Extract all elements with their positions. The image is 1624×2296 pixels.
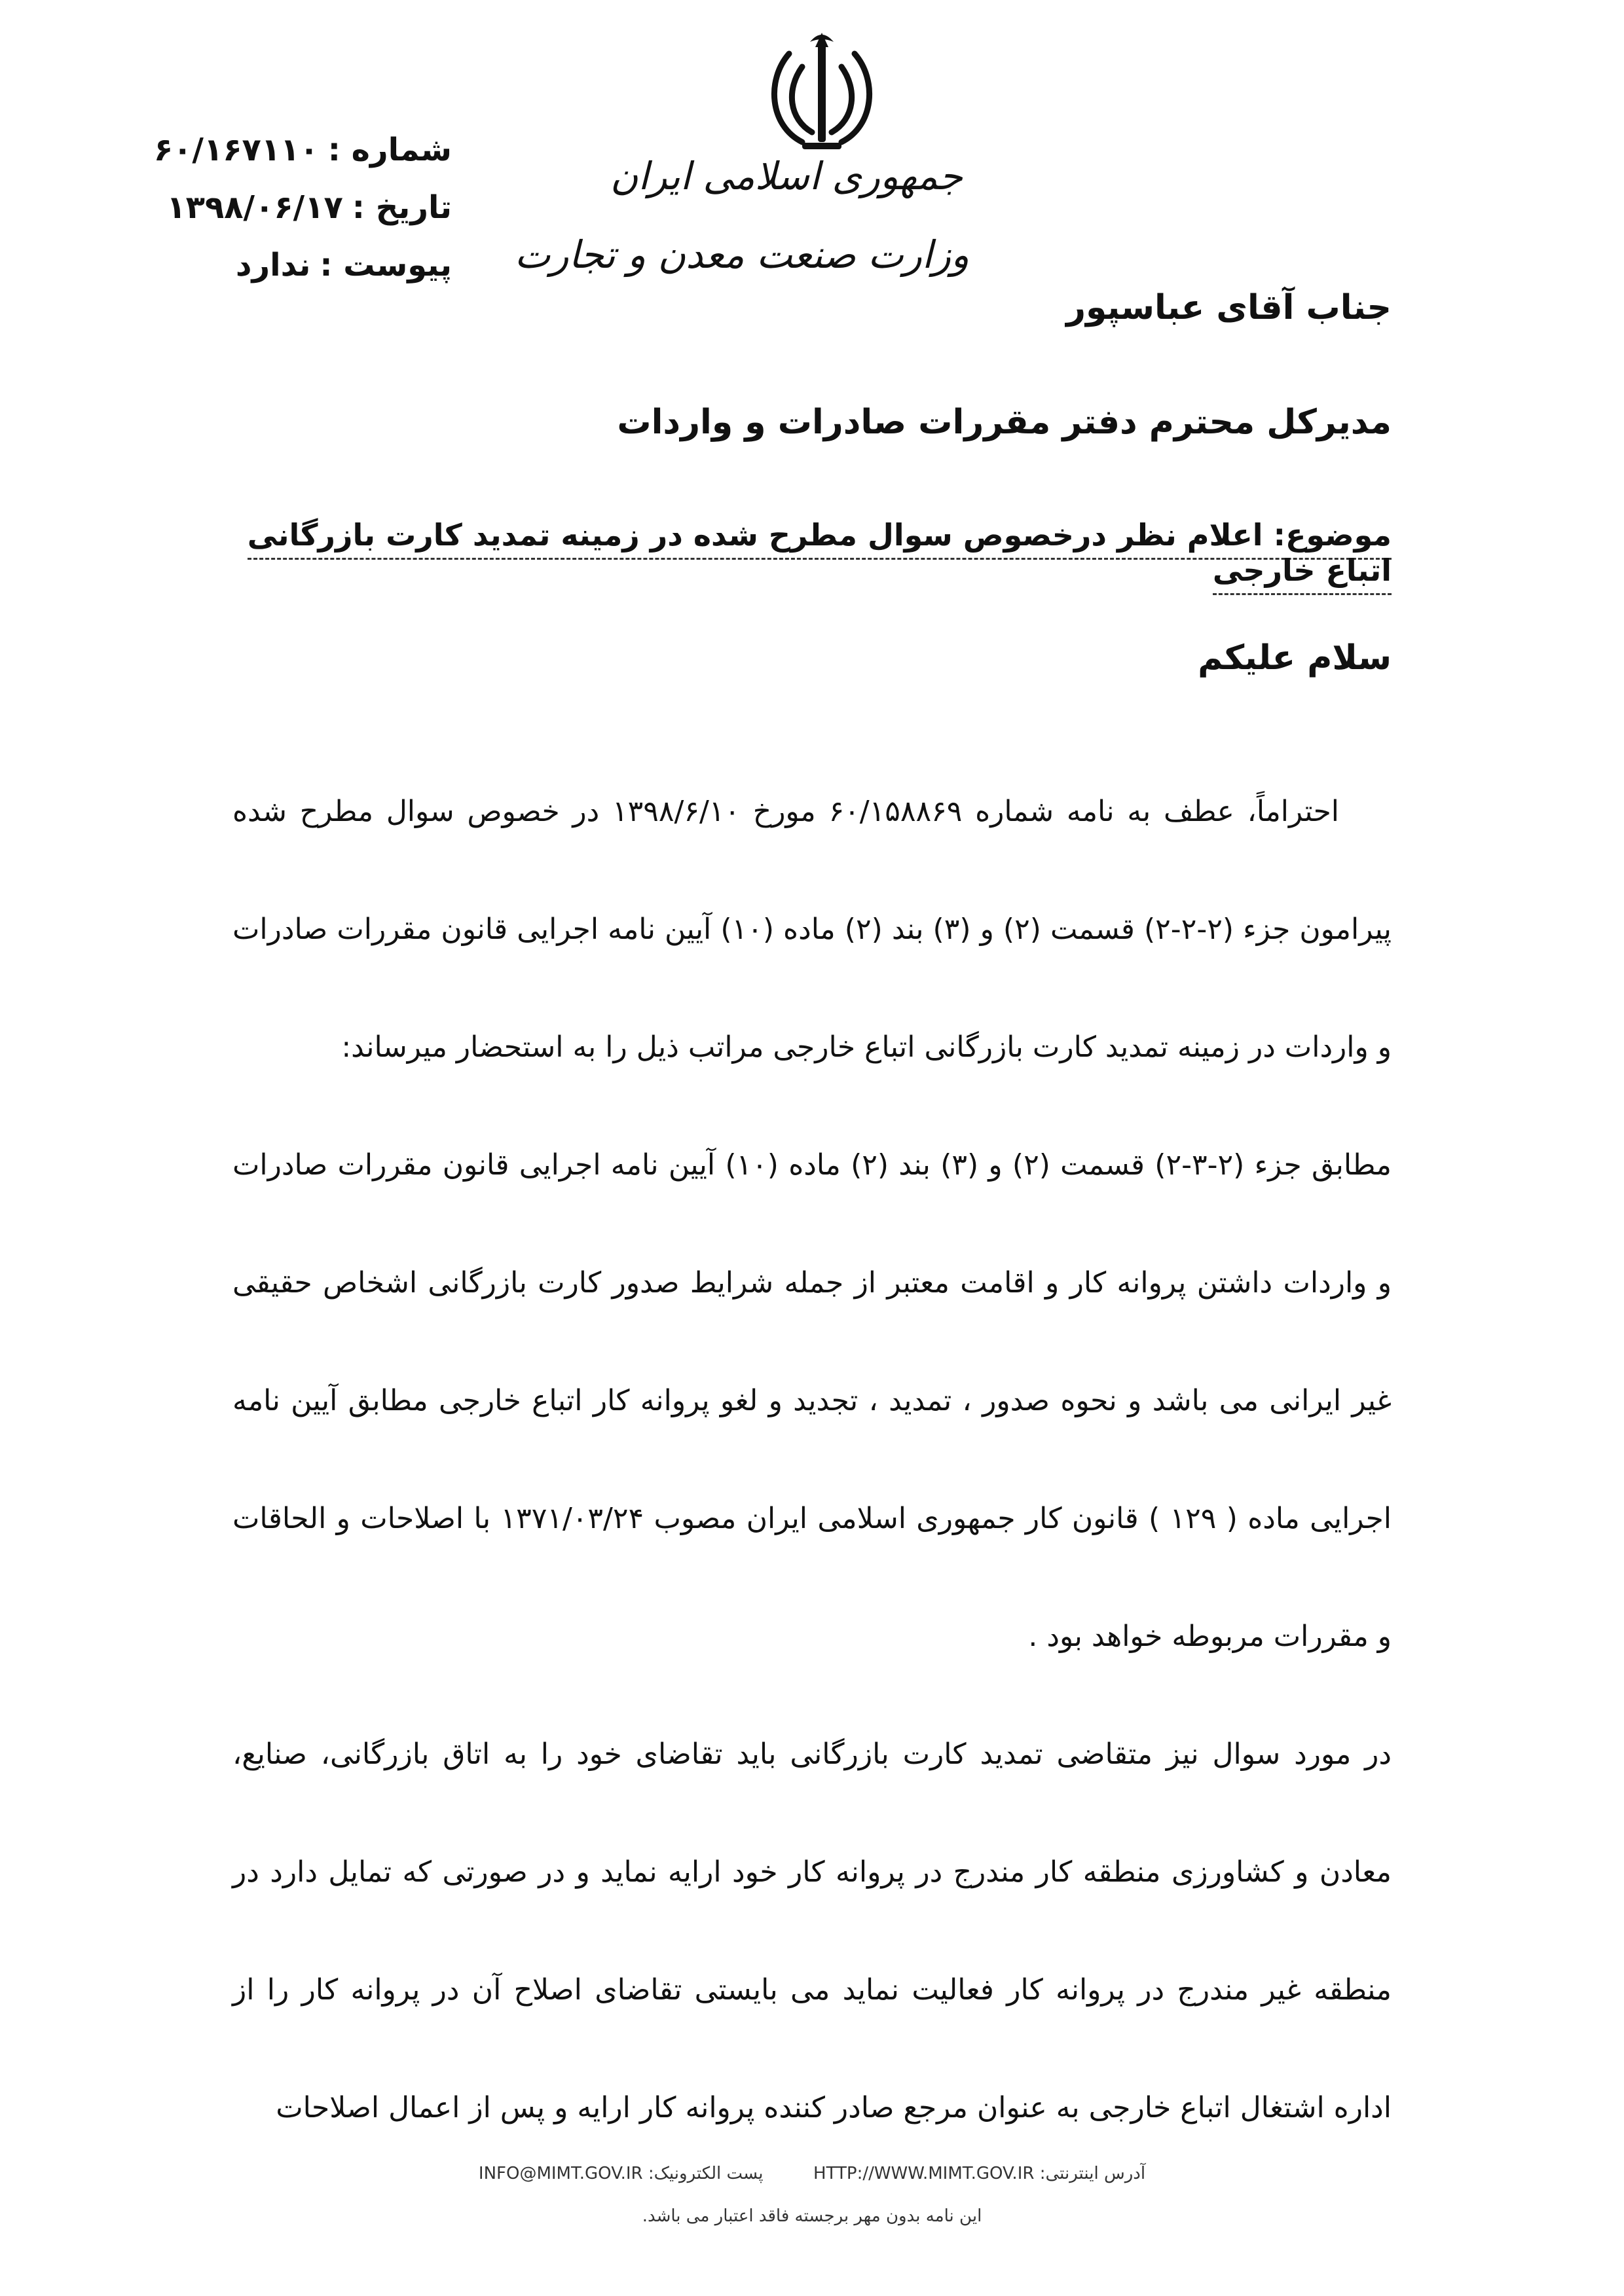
website-link[interactable]: HTTP://WWW.MIMT.GOV.IR xyxy=(813,2164,1035,2183)
subject-text: موضوع: اعلام نظر درخصوص سوال مطرح شده در زمینه تمدید کارت بازرگانی اتباع خارجی xyxy=(248,517,1392,595)
letter-attachment-row xyxy=(151,236,452,294)
letter-meta xyxy=(151,121,452,294)
iran-emblem-icon xyxy=(763,27,881,158)
letter-date-label: تاریخ : xyxy=(352,189,452,226)
letter-body xyxy=(232,753,1392,2167)
greeting: سلام علیکم xyxy=(1198,638,1392,678)
letter-number-label: شماره : xyxy=(327,132,452,168)
letter-number-row xyxy=(151,121,452,179)
letter-attachment-label: پیوست : xyxy=(320,247,452,283)
email-link[interactable]: INFO@MIMT.GOV.IR xyxy=(478,2164,643,2183)
body-paragraph-1: احتراماً، عطف به نامه شماره ۶۰/۱۵۸۸۶۹ مورخ ۱۳۹۸/۶/۱۰ در خصوص سوال مطرح شده پیرامون جزء (۲-۲-۲) قسمت (۲) و (۳) بند (۲) ماده (۱۰) آیین نامه اجرایی قانون مقررات صادرات و واردات در زمینه تمدید کارت بازرگانی اتباع خارجی مراتب ذیل را به استحضار میرساند: xyxy=(232,795,1392,1064)
recipient-title: مدیرکل محترم دفتر مقررات صادرات و واردات xyxy=(617,403,1392,442)
subject-line xyxy=(232,517,1392,588)
addressee: جناب آقای عباسپور xyxy=(1066,288,1392,327)
letter-attachment-value: ندارد xyxy=(235,247,311,283)
letter-date-row xyxy=(151,179,452,236)
letter-number-value: ۶۰/۱۶۷۱۱۰ xyxy=(153,132,319,168)
email-label: پست الکترونیک: xyxy=(648,2164,764,2183)
website-label: آدرس اینترنتی: xyxy=(1039,2164,1146,2183)
body-paragraph-2: مطابق جزء (۲-۳-۲) قسمت (۲) و (۳) بند (۲) ماده (۱۰) آیین نامه اجرایی قانون مقررات صادرات و واردات داشتن پروانه کار و اقامت معتبر از جمله شرایط صدور کارت بازرگانی اشخاص حقیقی غیر ایرانی می باشد و نحوه صدور ، تمدید ، تجدید و لغو پروانه کار اتباع خارجی مطابق آیین نامه اجرایی ماده ( ۱۲۹ ) قانون کار جمهوری اسلامی ایران مصوب ۱۳۷۱/۰۳/۲۴ با اصلاحات و الحاقات و مقررات مربوطه خواهد بود . xyxy=(232,1148,1392,1653)
body-paragraph-3: در مورد سوال نیز متقاضی تمدید کارت بازرگانی باید تقاضای خود را به اتاق بازرگانی، صنایع، معادن و کشاورزی منطقه کار مندرج در پروانه کار خود ارایه نماید و در صورتی که تمایل دارد در منطقه غیر مندرج در پروانه کار فعالیت نماید می بایستی تقاضای اصلاح آن در پروانه کار را از اداره اشتغال اتباع خارجی به عنوان مرجع صادر کننده پروانه کار ارایه و پس از اعمال اصلاحات xyxy=(232,1738,1392,2124)
ministry-name: وزارت صنعت معدن و تجارت xyxy=(514,232,969,277)
letter-date-value: ۱۳۹۸/۰۶/۱۷ xyxy=(166,189,343,226)
footer-contact xyxy=(0,2164,1624,2183)
republic-name: جمهوری اسلامی ایران xyxy=(610,154,963,198)
footer-note: این نامه بدون مهر برجسته فاقد اعتبار می باشد. xyxy=(642,2206,982,2226)
